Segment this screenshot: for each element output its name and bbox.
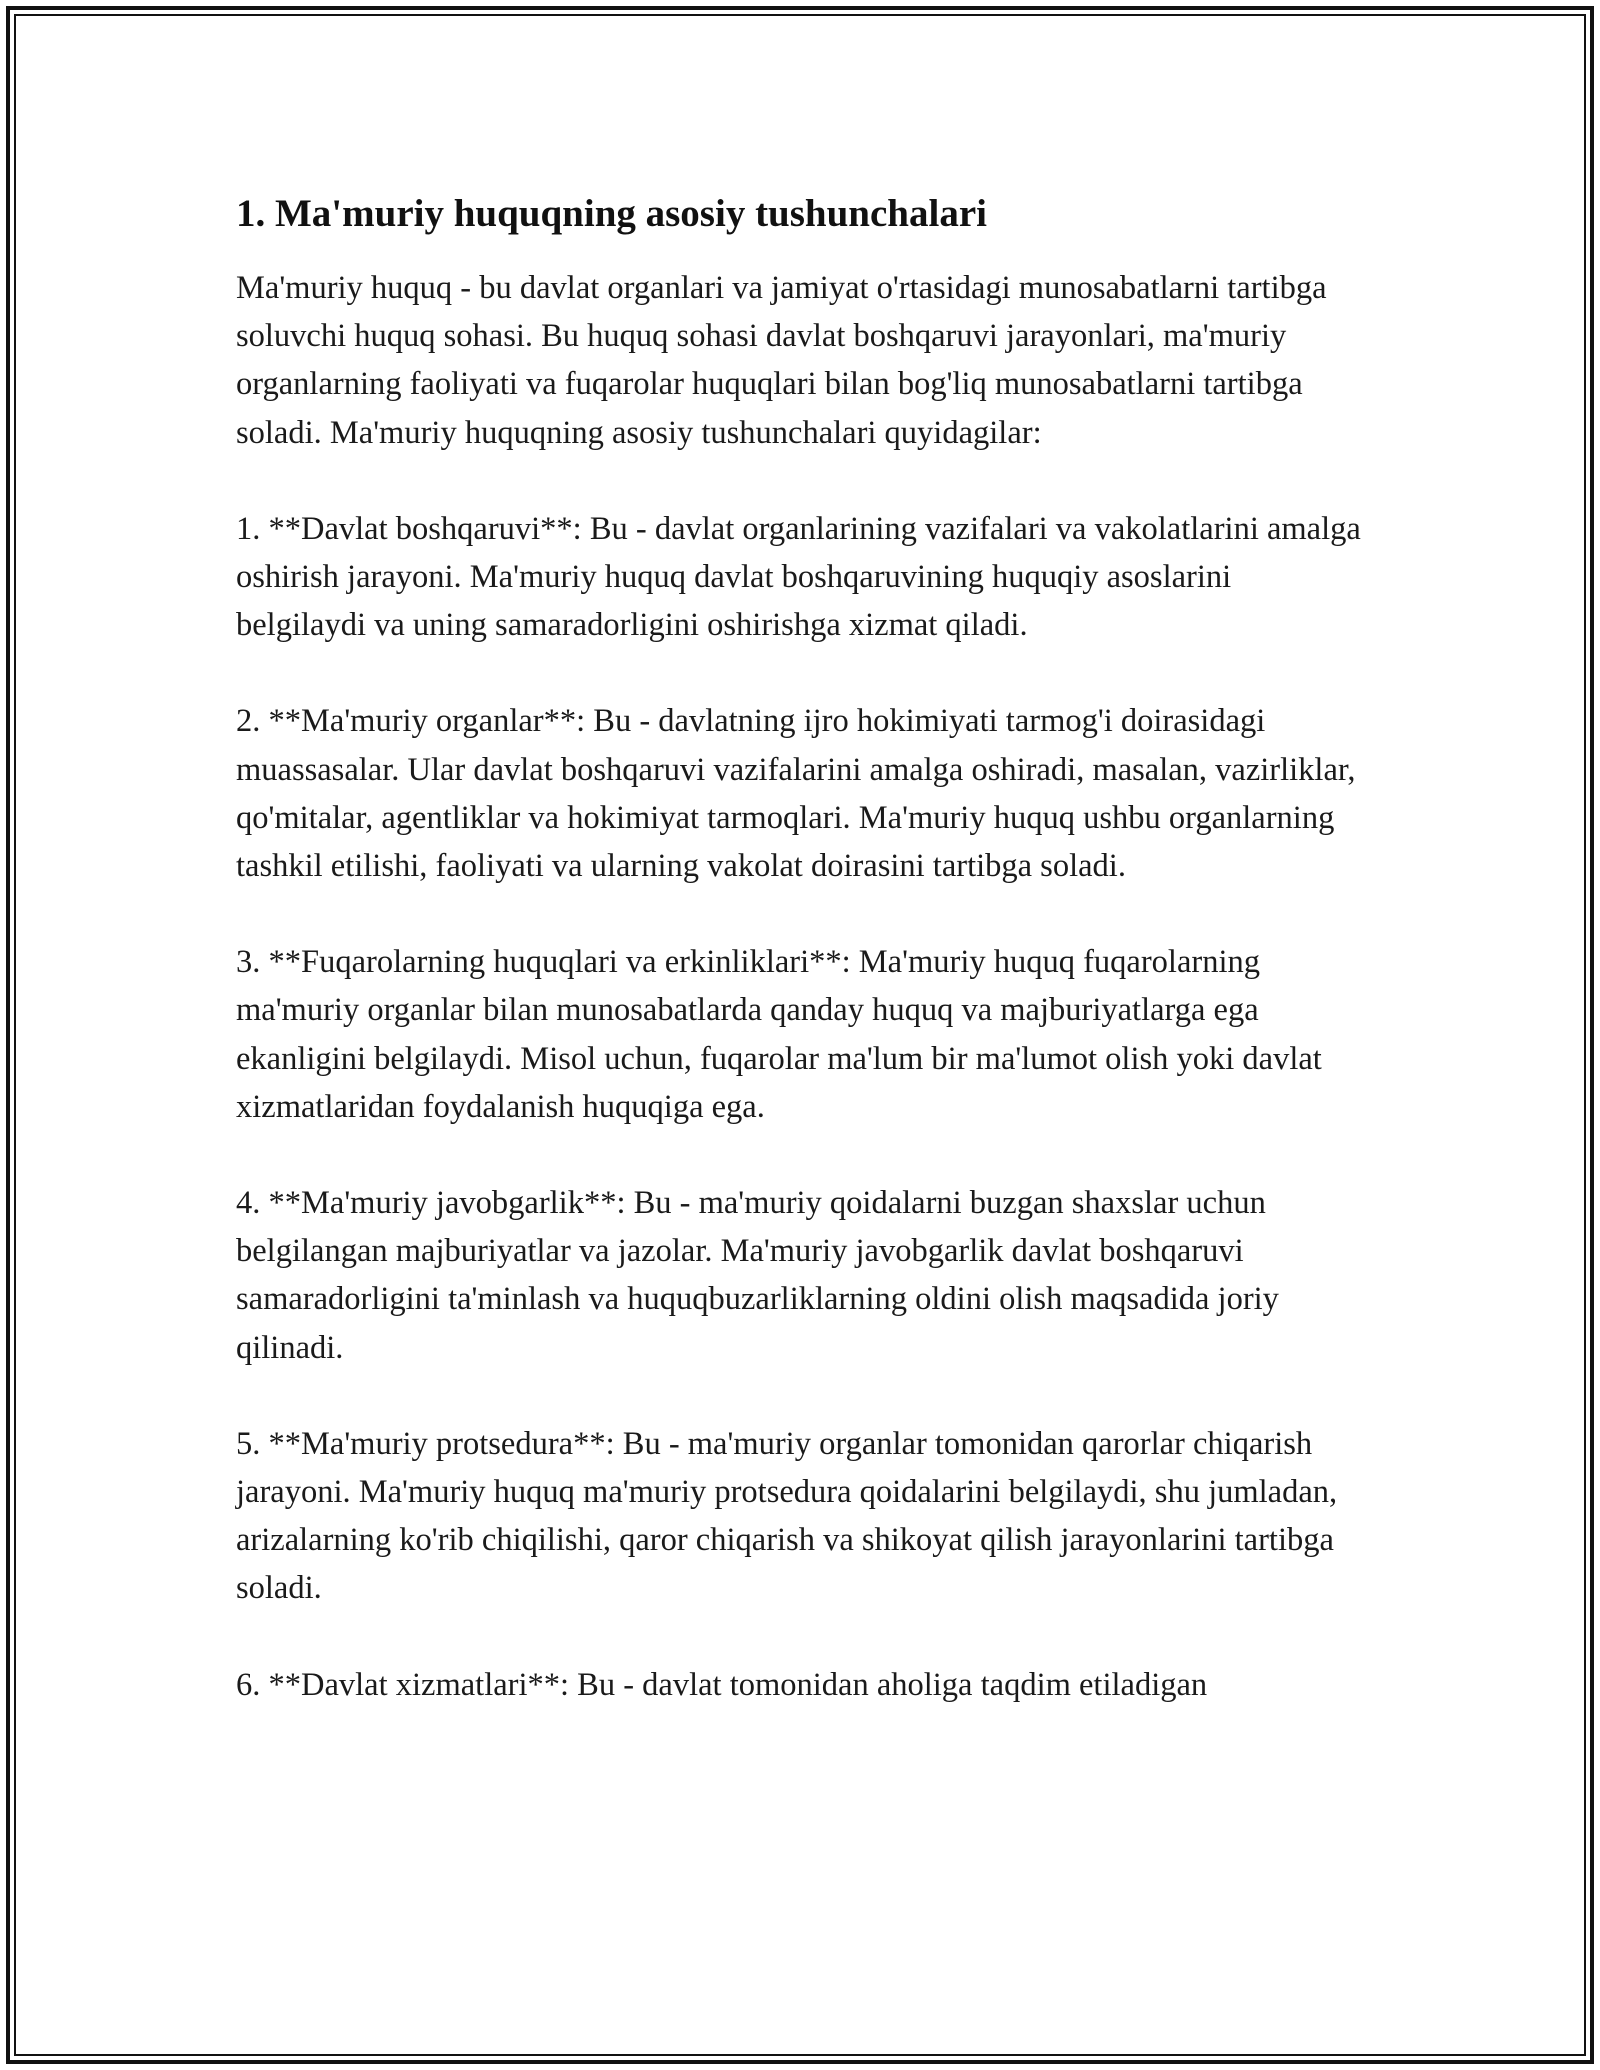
list-item: 5. **Ma'muriy protsedura**: Bu - ma'muriy organlar tomonidan qarorlar chiqarish jarayoni. Ma'muriy huquq ma'muriy protsedura qoidalarini belgilaydi, shu jumladan, arizalarning ko'rib chiqilishi, qaror chiqarish va shikoyat qilish jarayonlarini tartibga soladi. (236, 1425, 1338, 1607)
list-item: 3. **Fuqarolarning huquqlari va erkinliklari**: Ma'muriy huquq fuqarolarning ma'muriy organlar bilan munosabatlarda qanday huquq va majburiyatlarga ega ekanligini belgilaydi. Misol uchun, fuqarolar ma'lum bir ma'lumot olish yoki davlat xizmatlaridan foydalanish huquqiga ega. (236, 944, 1322, 1125)
document-title: 1. Ma'muriy huquqning asosiy tushunchalari (236, 192, 987, 235)
list-item: 1. **Davlat boshqaruvi**: Bu - davlat organlarining vazifalari va vakolatlarini amalga oshirish jarayoni. Ma'muriy huquq davlat boshqaruvining huquqiy asoslarini belgilaydi va uning samaradorligini oshirishga xizmat qiladi. (236, 510, 1361, 644)
intro-paragraph: Ma'muriy huquq - bu davlat organlari va jamiyat o'rtasidagi munosabatlarni tartibga soluvchi huquq sohasi. Bu huquq sohasi davlat boshqaruvi jarayonlari, ma'muriy organlarning faoliyati va fuqarolar huquqlari bilan bog'liq munosabatlarni tartibga soladi. Ma'muriy huquqning asosiy tushunchalari quyidagilar: (236, 270, 1327, 451)
list-item: 4. **Ma'muriy javobgarlik**: Bu - ma'muriy qoidalarni buzgan shaxslar uchun belgilangan majburiyatlar va jazolar. Ma'muriy javobgarlik davlat boshqaruvi samaradorligini ta'minlash va huquqbuzarliklarning oldini olish maqsadida joriy qilinadi. (236, 1185, 1279, 1366)
list-item: 6. **Davlat xizmatlari**: Bu - davlat tomonidan aholiga taqdim etiladigan (236, 1666, 1208, 1703)
list-item: 2. **Ma'muriy organlar**: Bu - davlatning ijro hokimiyati tarmog'i doirasidagi muassasalar. Ular davlat boshqaruvi vazifalarini amalga oshiradi, masalan, vazirliklar, qo'mitalar, agentliklar va hokimiyat tarmoqlari. Ma'muriy huquq ushbu organlarning tashkil etilishi, faoliyati va ularning vakolat doirasini tartibga soladi. (236, 703, 1356, 885)
document-page (236, 190, 1366, 1757)
